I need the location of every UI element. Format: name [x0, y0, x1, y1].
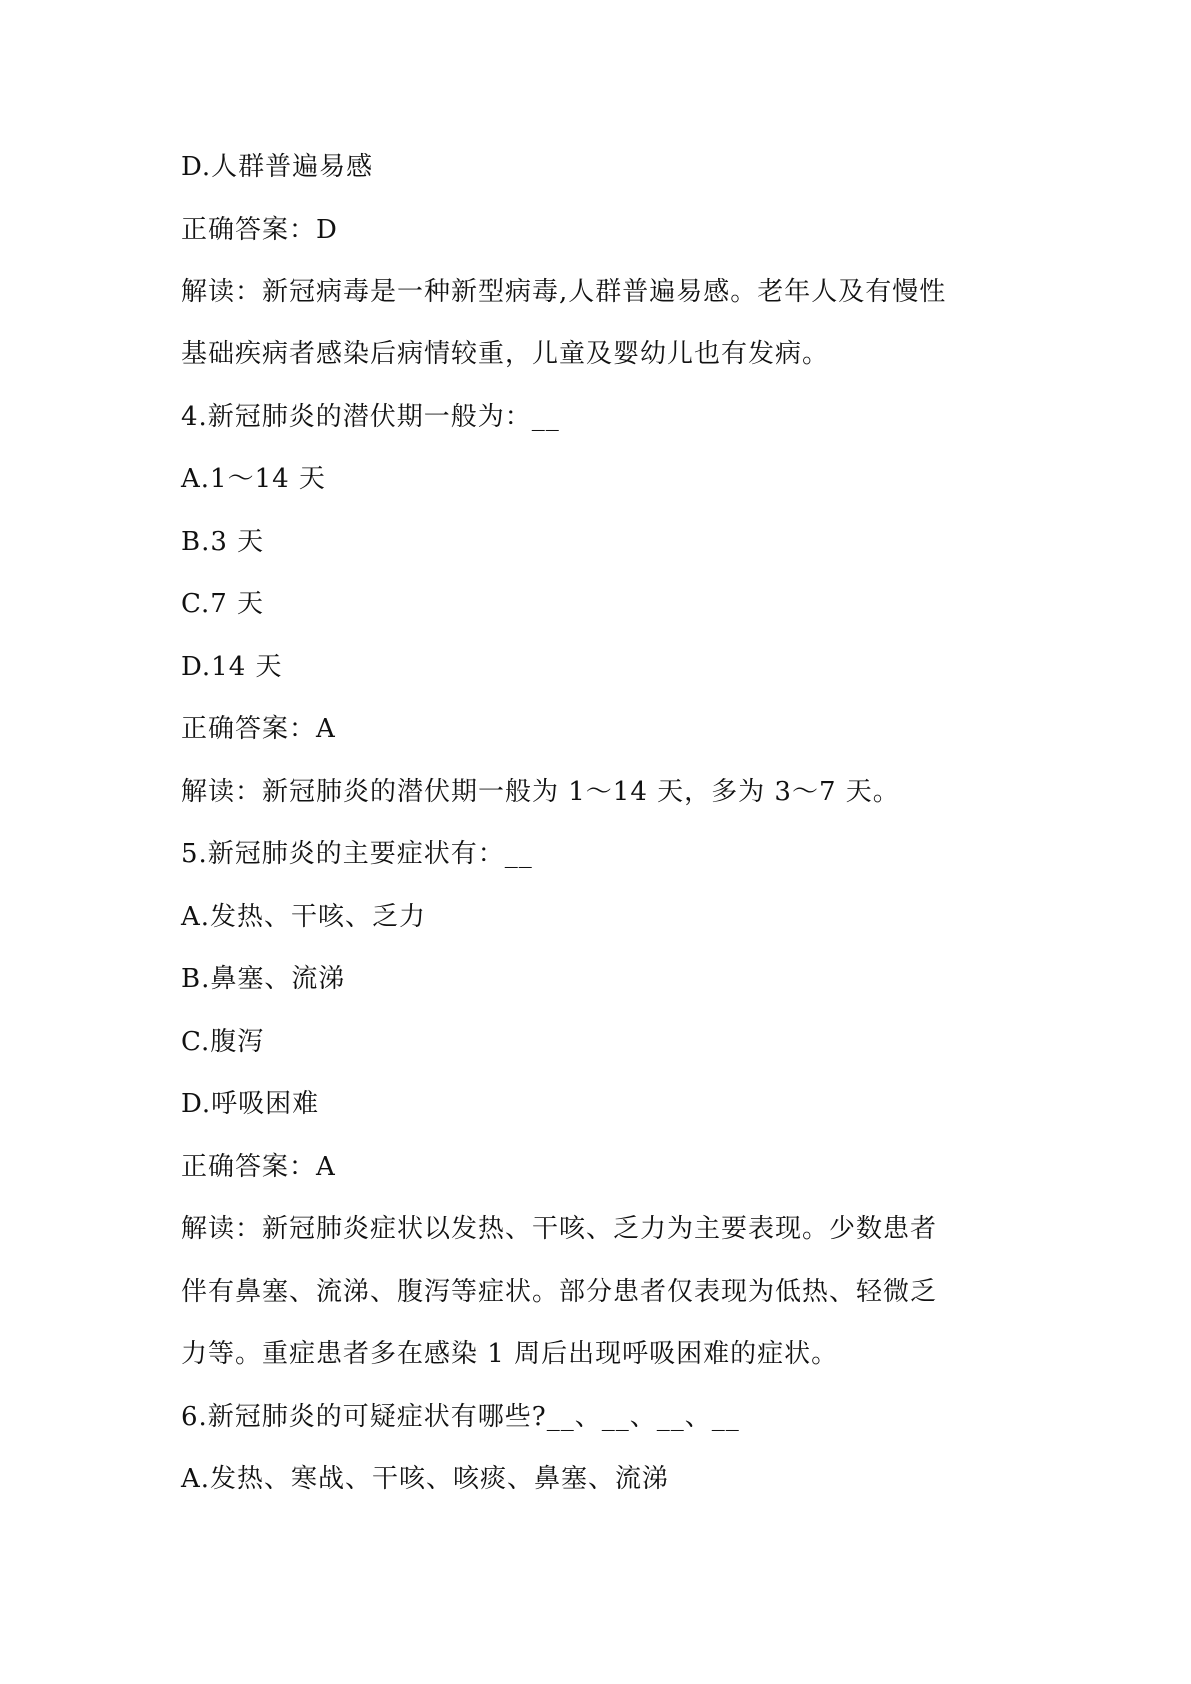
explanation-q3-line2: 基础疾病者感染后病情较重，儿童及婴幼儿也有发病。	[181, 339, 830, 369]
option-a-q4: A.1～14 天	[181, 464, 326, 494]
option-a-q6: A.发热、寒战、干咳、咳痰、鼻塞、流涕	[181, 1464, 670, 1494]
option-c-q4: C.7 天	[181, 589, 265, 619]
option-b-q5: B.鼻塞、流涕	[181, 964, 346, 994]
question-4: 4.新冠肺炎的潜伏期一般为：__	[181, 402, 560, 432]
explanation-q3-line1: 解读：新冠病毒是一种新型病毒,人群普遍易感。老年人及有慢性	[181, 277, 947, 307]
option-d-q3: D.人群普遍易感	[181, 152, 374, 182]
option-c-q5: C.腹泻	[181, 1027, 265, 1057]
explanation-q5-line2: 伴有鼻塞、流涕、腹泻等症状。部分患者仅表现为低热、轻微乏	[181, 1277, 938, 1307]
answer-q3: 正确答案：D	[181, 215, 338, 245]
explanation-q5-line1: 解读：新冠肺炎症状以发热、干咳、乏力为主要表现。少数患者	[181, 1214, 938, 1244]
option-d-q4: D.14 天	[181, 652, 283, 682]
answer-q4: 正确答案：A	[181, 714, 336, 744]
explanation-q4: 解读：新冠肺炎的潜伏期一般为 1～14 天，多为 3～7 天。	[181, 777, 900, 807]
answer-q5: 正确答案：A	[181, 1152, 336, 1182]
option-d-q5: D.呼吸困难	[181, 1089, 320, 1119]
explanation-q5-line3: 力等。重症患者多在感染 1 周后出现呼吸困难的症状。	[181, 1339, 839, 1369]
question-6: 6.新冠肺炎的可疑症状有哪些?__、__、__、__	[181, 1402, 740, 1432]
option-b-q4: B.3 天	[181, 527, 265, 557]
question-5: 5.新冠肺炎的主要症状有：__	[181, 839, 533, 869]
option-a-q5: A.发热、干咳、乏力	[181, 902, 427, 932]
